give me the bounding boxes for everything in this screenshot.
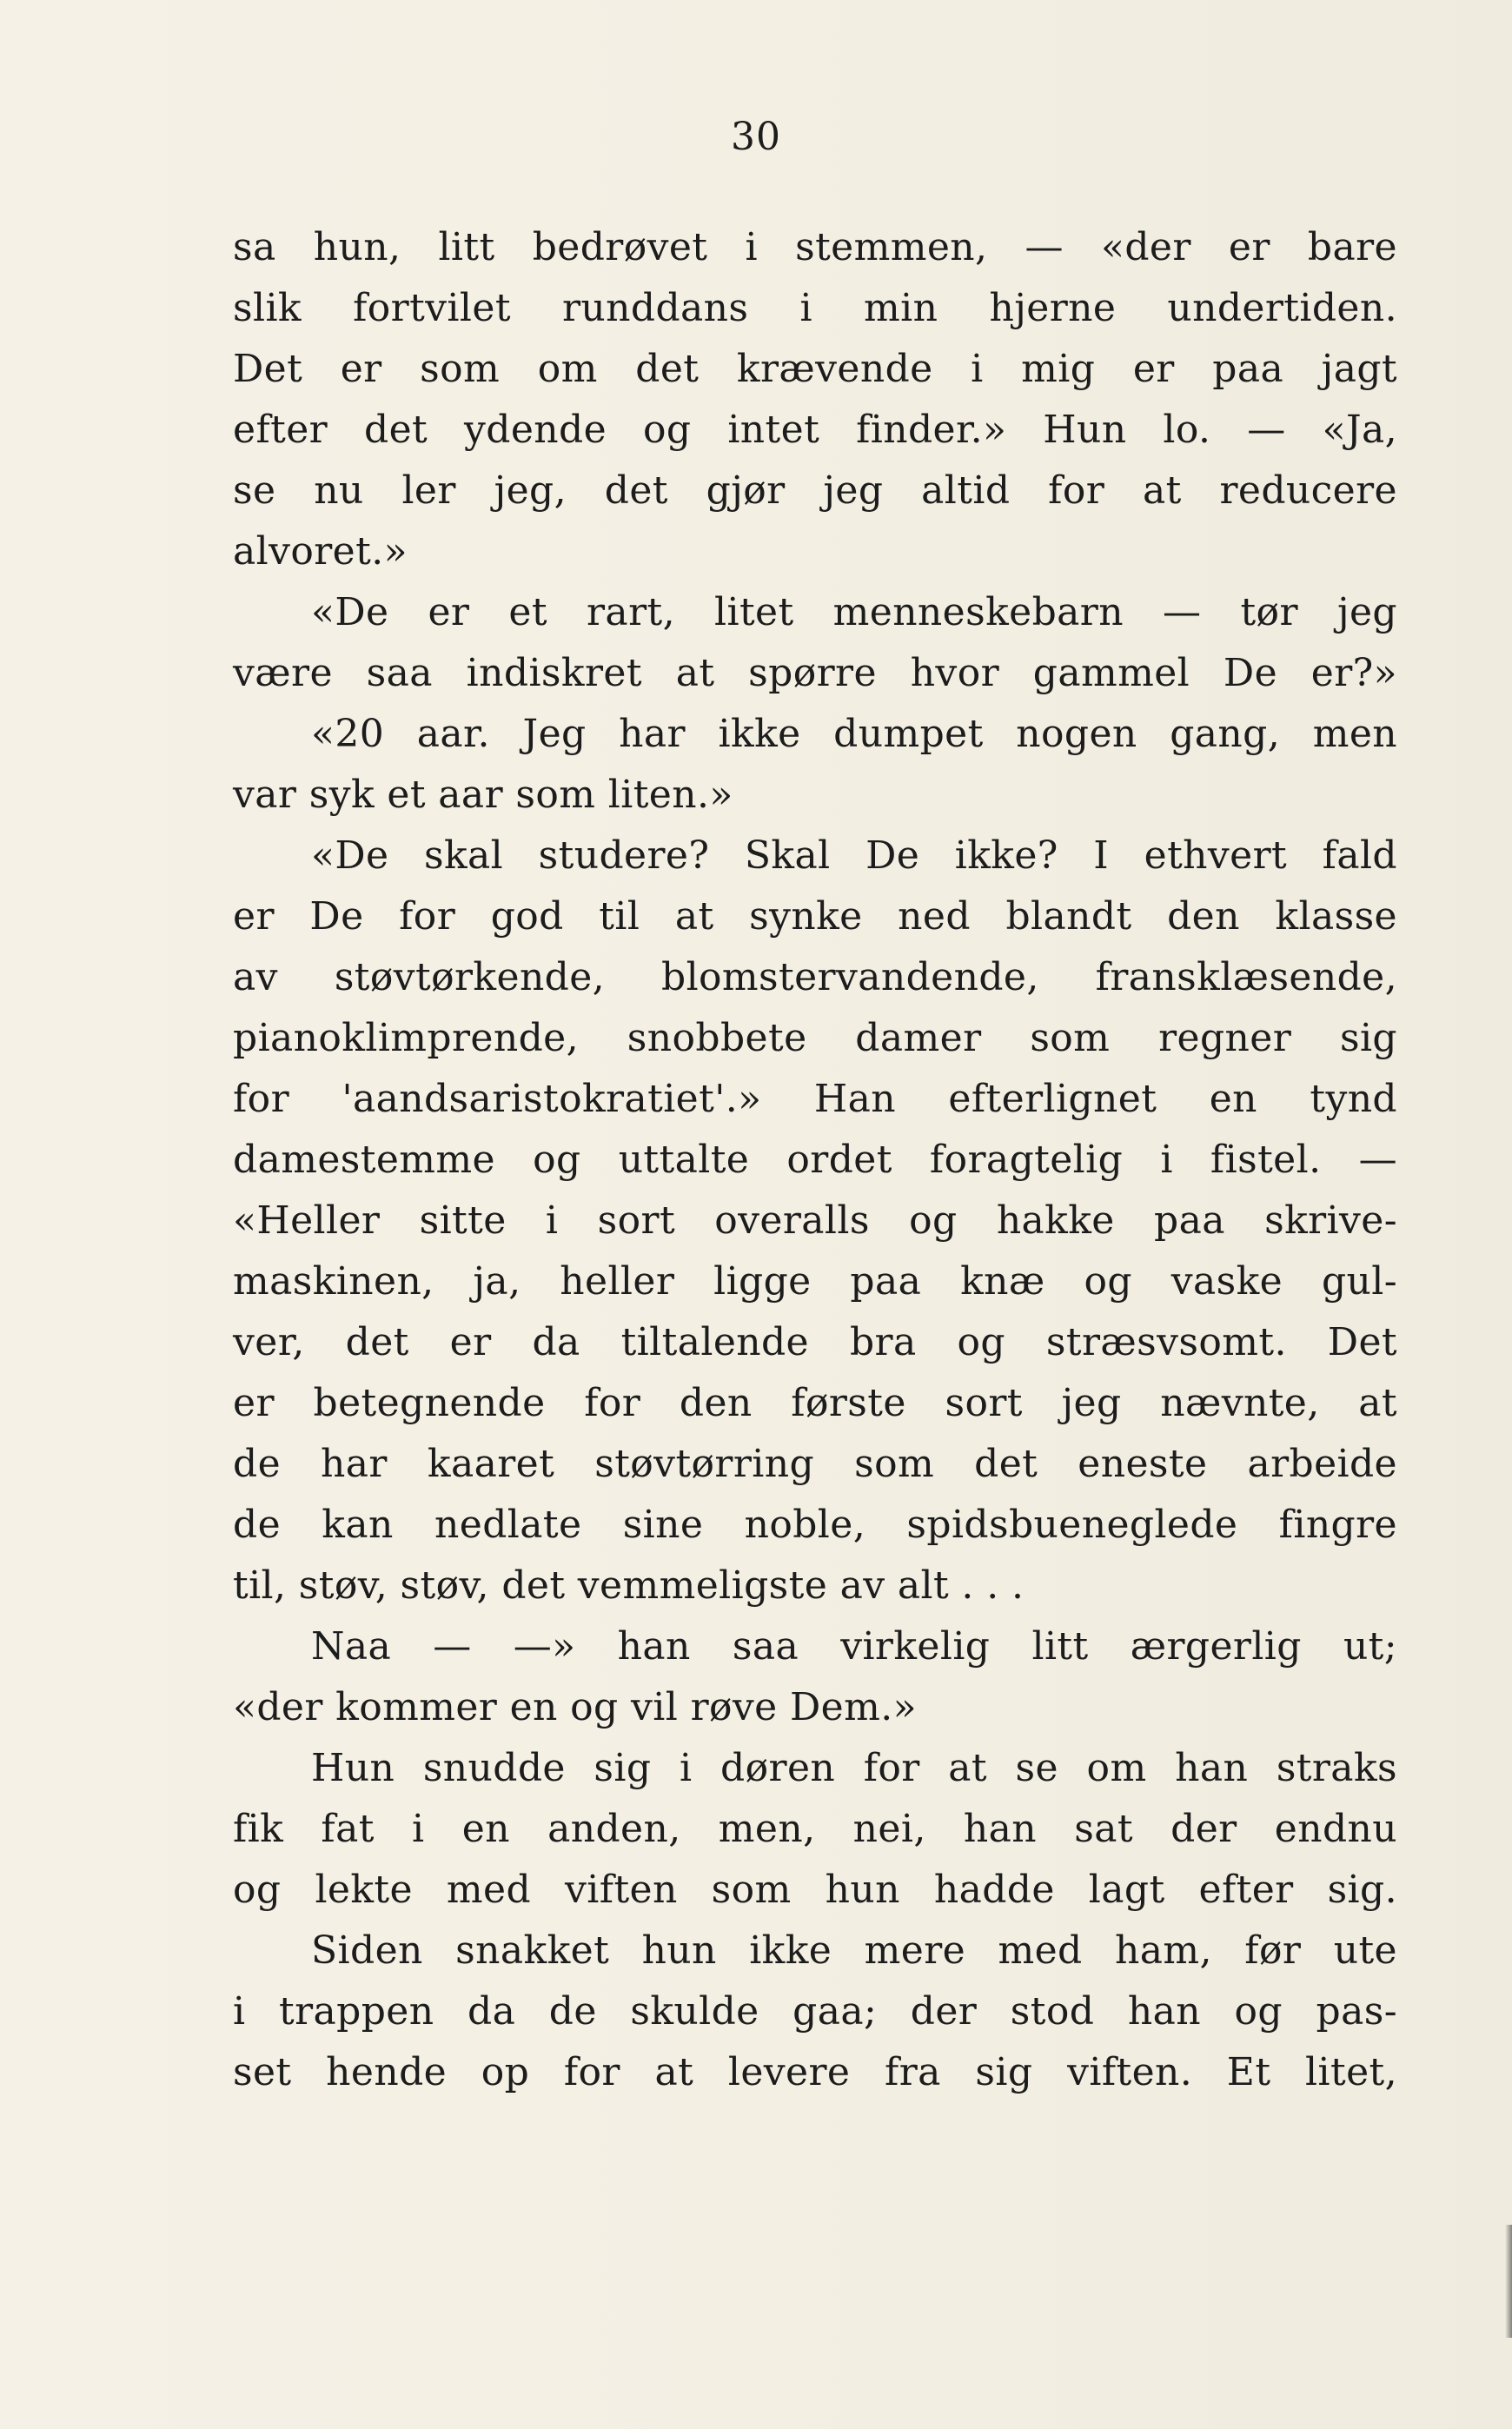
text-line: Siden snakket hun ikke mere med ham, før ute (311, 1928, 1397, 1973)
text-line: er betegnende for den første sort jeg nævnte, at (233, 1381, 1397, 1425)
text-line: i trappen da de skulde gaa; der stod han og pas- (233, 1989, 1397, 2034)
text-line: de har kaaret støvtørring som det eneste arbeide (233, 1442, 1397, 1486)
text-line: «De er et rart, litet menneskebarn — tør jeg (311, 590, 1397, 634)
text-line: fik fat i en anden, men, nei, han sat der endnu (233, 1807, 1397, 1851)
text-line: pianoklimprende, snobbete damer som regner sig (233, 1016, 1397, 1060)
text-line: «20 aar. Jeg har ikke dumpet nogen gang, men (311, 712, 1397, 756)
text-line: og lekte med viften som hun hadde lagt efter sig. (233, 1868, 1397, 1912)
page-edge-shadow (1505, 2225, 1512, 2338)
text-line: efter det ydende og intet finder.» Hun lo. — «Ja, (233, 408, 1397, 452)
body-text (233, 217, 1397, 2103)
text-line: de kan nedlate sine noble, spidsbueneglede fingre (233, 1503, 1397, 1547)
text-line: alvoret.» (233, 529, 408, 574)
text-line: for 'aandsaristokratiet'.» Han efterlignet en tynd (233, 1077, 1397, 1121)
text-line: være saa indiskret at spørre hvor gammel De er?» (233, 651, 1397, 695)
text-line: til, støv, støv, det vemmeligste av alt . . . (233, 1563, 1025, 1608)
text-line: maskinen, ja, heller ligge paa knæ og vaske gul- (233, 1259, 1397, 1304)
text-line: ver, det er da tiltalende bra og stræsvsomt. Det (233, 1320, 1397, 1364)
text-line: Naa — —» han saa virkelig litt ærgerlig ut; (311, 1624, 1397, 1669)
text-line: slik fortvilet runddans i min hjerne undertiden. (233, 286, 1397, 330)
text-line: set hende op for at levere fra sig viften. Et litet, (233, 2050, 1397, 2094)
text-line: av støvtørkende, blomstervandende, fransklæsende, (233, 955, 1397, 999)
text-line: «De skal studere? Skal De ikke? I ethvert fald (311, 833, 1397, 878)
text-line: er De for god til at synke ned blandt den klasse (233, 894, 1397, 939)
text-line: var syk et aar som liten.» (233, 773, 733, 817)
text-line: «der kommer en og vil røve Dem.» (233, 1685, 917, 1729)
text-line: se nu ler jeg, det gjør jeg altid for at reducere (233, 468, 1397, 513)
text-line: damestemme og uttalte ordet foragtelig i fistel. — (233, 1138, 1397, 1182)
page-number: 30 (731, 115, 781, 159)
text-line: Det er som om det krævende i mig er paa jagt (233, 347, 1397, 391)
text-line: Hun snudde sig i døren for at se om han straks (311, 1746, 1397, 1790)
text-line: sa hun, litt bedrøvet i stemmen, — «der er bare (233, 225, 1397, 269)
text-line: «Heller sitte i sort overalls og hakke paa skrive- (233, 1198, 1397, 1243)
